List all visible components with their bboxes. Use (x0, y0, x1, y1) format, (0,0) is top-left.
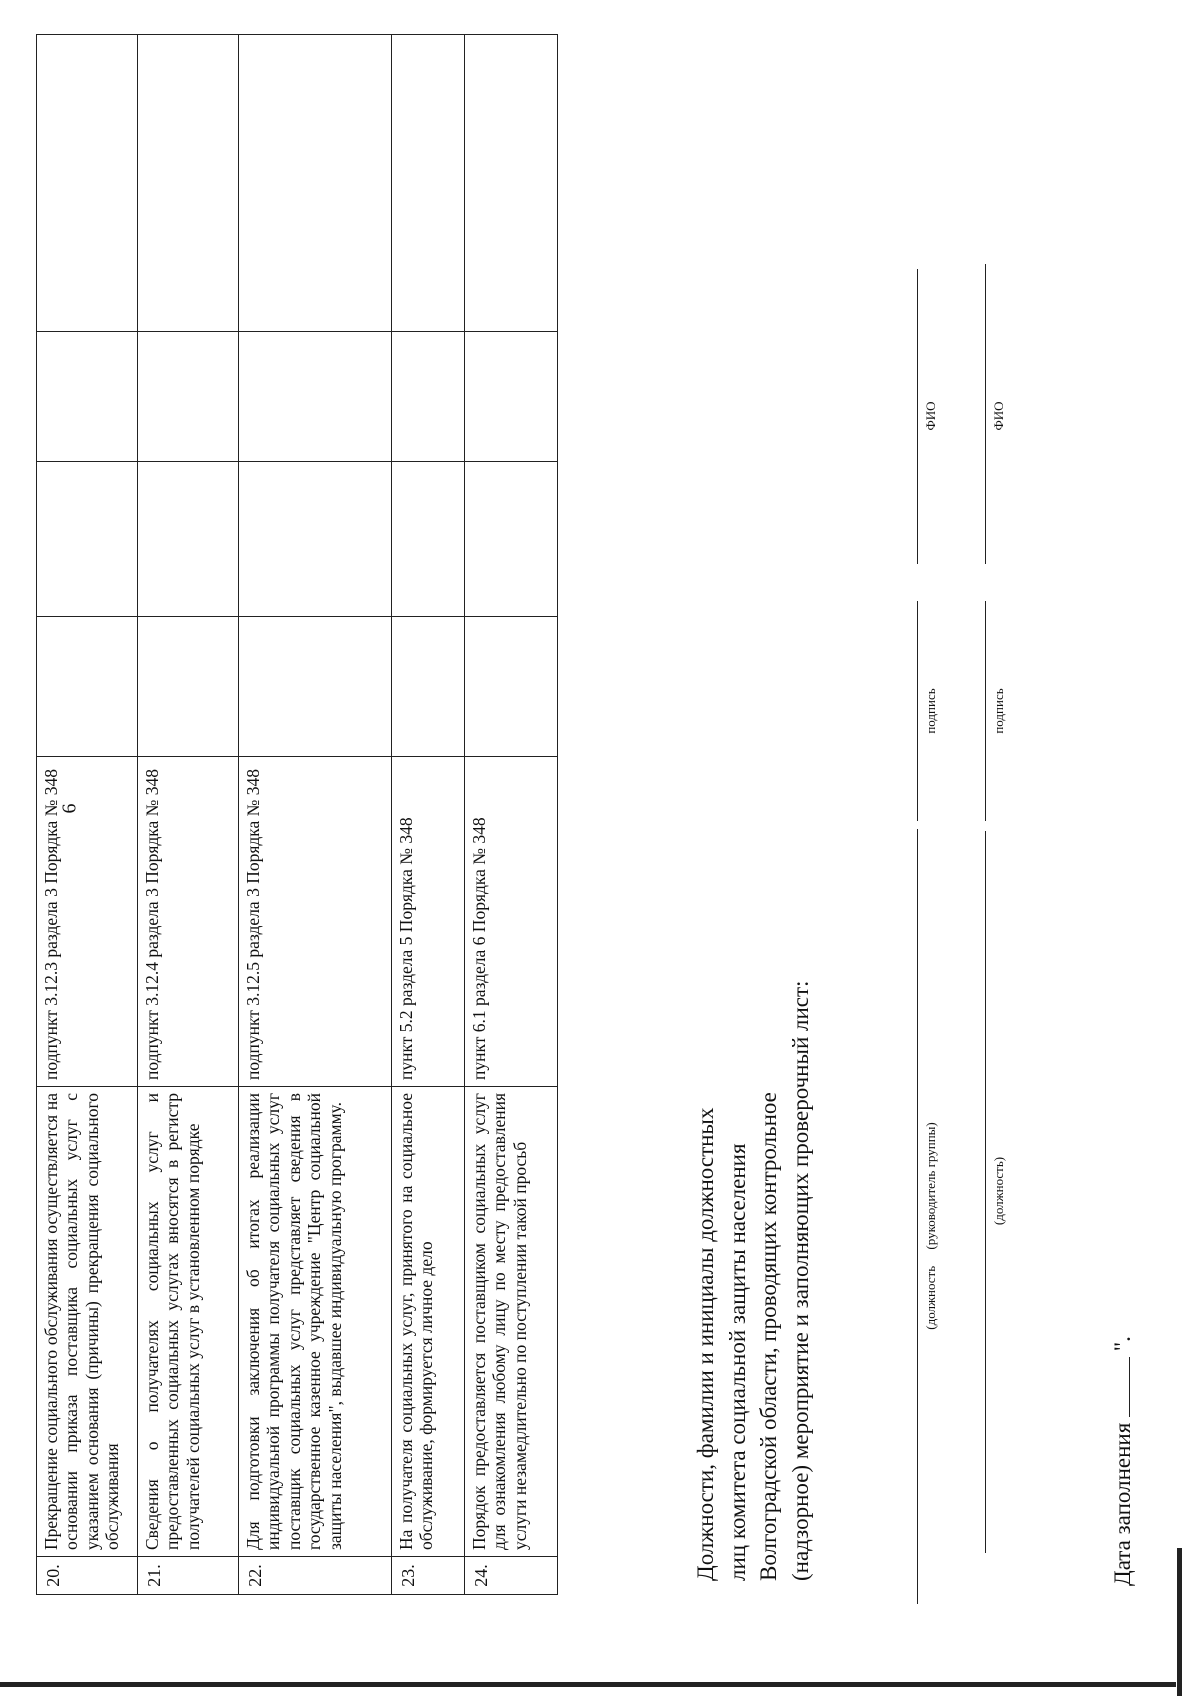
heading-line: лиц комитета социальной защиты населения (724, 1143, 750, 1581)
answer-no-cell (392, 462, 465, 617)
heading-line: Должности, фамилии и инициалы должностных (693, 1107, 718, 1581)
name-caption: ФИО (923, 401, 938, 431)
signature-line (985, 601, 986, 821)
position-line (985, 831, 986, 1553)
name-line (985, 264, 986, 564)
answer-yes-cell (465, 617, 558, 757)
signature-row-group-leader (917, 0, 957, 1696)
row-number: 21. (138, 1557, 239, 1595)
answer-na-cell (465, 332, 558, 462)
requirement-description: На получателя социальных услуг, принятого на социальное обслуживание, формируется личное дело (392, 1087, 465, 1557)
checklist-table (36, 34, 558, 1595)
row-number: 20. (37, 1557, 138, 1595)
answer-no-cell (465, 462, 558, 617)
table-row (37, 35, 138, 1595)
scan-edge-bottom (0, 1682, 1176, 1687)
answer-yes-cell (392, 617, 465, 757)
requirement-description: Для подготовки заключения об итогах реализации индивидуальной программы получателя социальных услуг поставщик социальных услуг представляет сведения в государственное казенное учреждение "Центр социальной защиты населения", выдавшее индивидуальную программу. (239, 1087, 392, 1557)
note-cell (37, 35, 138, 332)
requirement-description: Сведения о получателях социальных услуг и предоставленных социальных услугах вносятся в регистр получателей социальных услуг в установленном порядке (138, 1087, 239, 1557)
signature-line (917, 601, 918, 821)
signature-row-member (985, 0, 1025, 1696)
fill-date-label: Дата заполнения (1110, 1422, 1135, 1586)
note-cell (138, 35, 239, 332)
position-caption: (должность) (991, 1156, 1006, 1226)
position-caption: (должность (руководитель группы) (923, 1122, 938, 1330)
answer-na-cell (392, 332, 465, 462)
name-caption: ФИО (991, 401, 1006, 431)
table-row (465, 35, 558, 1595)
answer-na-cell (239, 332, 392, 462)
requirement-reference: подпункт 3.12.4 раздела 3 Порядка № 348 (138, 757, 239, 1087)
answer-no-cell (37, 462, 138, 617)
row-number: 23. (392, 1557, 465, 1595)
name-line (917, 269, 918, 564)
heading-line: Волгоградской области, проводящих контрольное (756, 1092, 781, 1581)
note-cell (239, 35, 392, 332)
answer-yes-cell (239, 617, 392, 757)
row-number: 24. (465, 1557, 558, 1595)
answer-yes-cell (37, 617, 138, 757)
signature-caption: подпись (991, 688, 1006, 734)
signature-caption: подпись (923, 688, 938, 734)
table-row (138, 35, 239, 1595)
fill-date-suffix: ". (1110, 1336, 1135, 1352)
answer-no-cell (138, 462, 239, 617)
position-line (917, 829, 918, 1604)
requirement-reference: подпункт 3.12.5 раздела 3 Порядка № 348 (239, 757, 392, 1087)
requirement-description: Порядок предоставляется поставщиком социальных услуг для ознакомления любому лицу по месту предоставления услуги незамедлительно по поступлении такой просьб (465, 1087, 558, 1557)
answer-na-cell (138, 332, 239, 462)
answer-yes-cell (138, 617, 239, 757)
scan-edge-right (1177, 1548, 1182, 1696)
answer-na-cell (37, 332, 138, 462)
heading-line: (надзорное) мероприятие и заполняющих проверочный лист: (787, 980, 813, 1581)
note-cell (465, 35, 558, 332)
note-cell (392, 35, 465, 332)
table-row (239, 35, 392, 1595)
requirement-reference: подпункт 3.12.3 раздела 3 Порядка № 348 (37, 757, 138, 1087)
page-number: 6 (58, 803, 81, 814)
inspectors-heading (690, 821, 816, 1581)
requirement-reference: пункт 6.1 раздела 6 Порядка № 348 (465, 757, 558, 1087)
fill-date-blank (1111, 1357, 1130, 1417)
requirement-reference: пункт 5.2 раздела 5 Порядка № 348 (392, 757, 465, 1087)
answer-no-cell (239, 462, 392, 617)
requirement-description: Прекращение социального обслуживания осуществляется на основании приказа поставщика социальных услуг с указанием основания (причины) прекращения социального обслуживания (37, 1087, 138, 1557)
table-row (392, 35, 465, 1595)
fill-date (1110, 1336, 1136, 1586)
row-number: 22. (239, 1557, 392, 1595)
